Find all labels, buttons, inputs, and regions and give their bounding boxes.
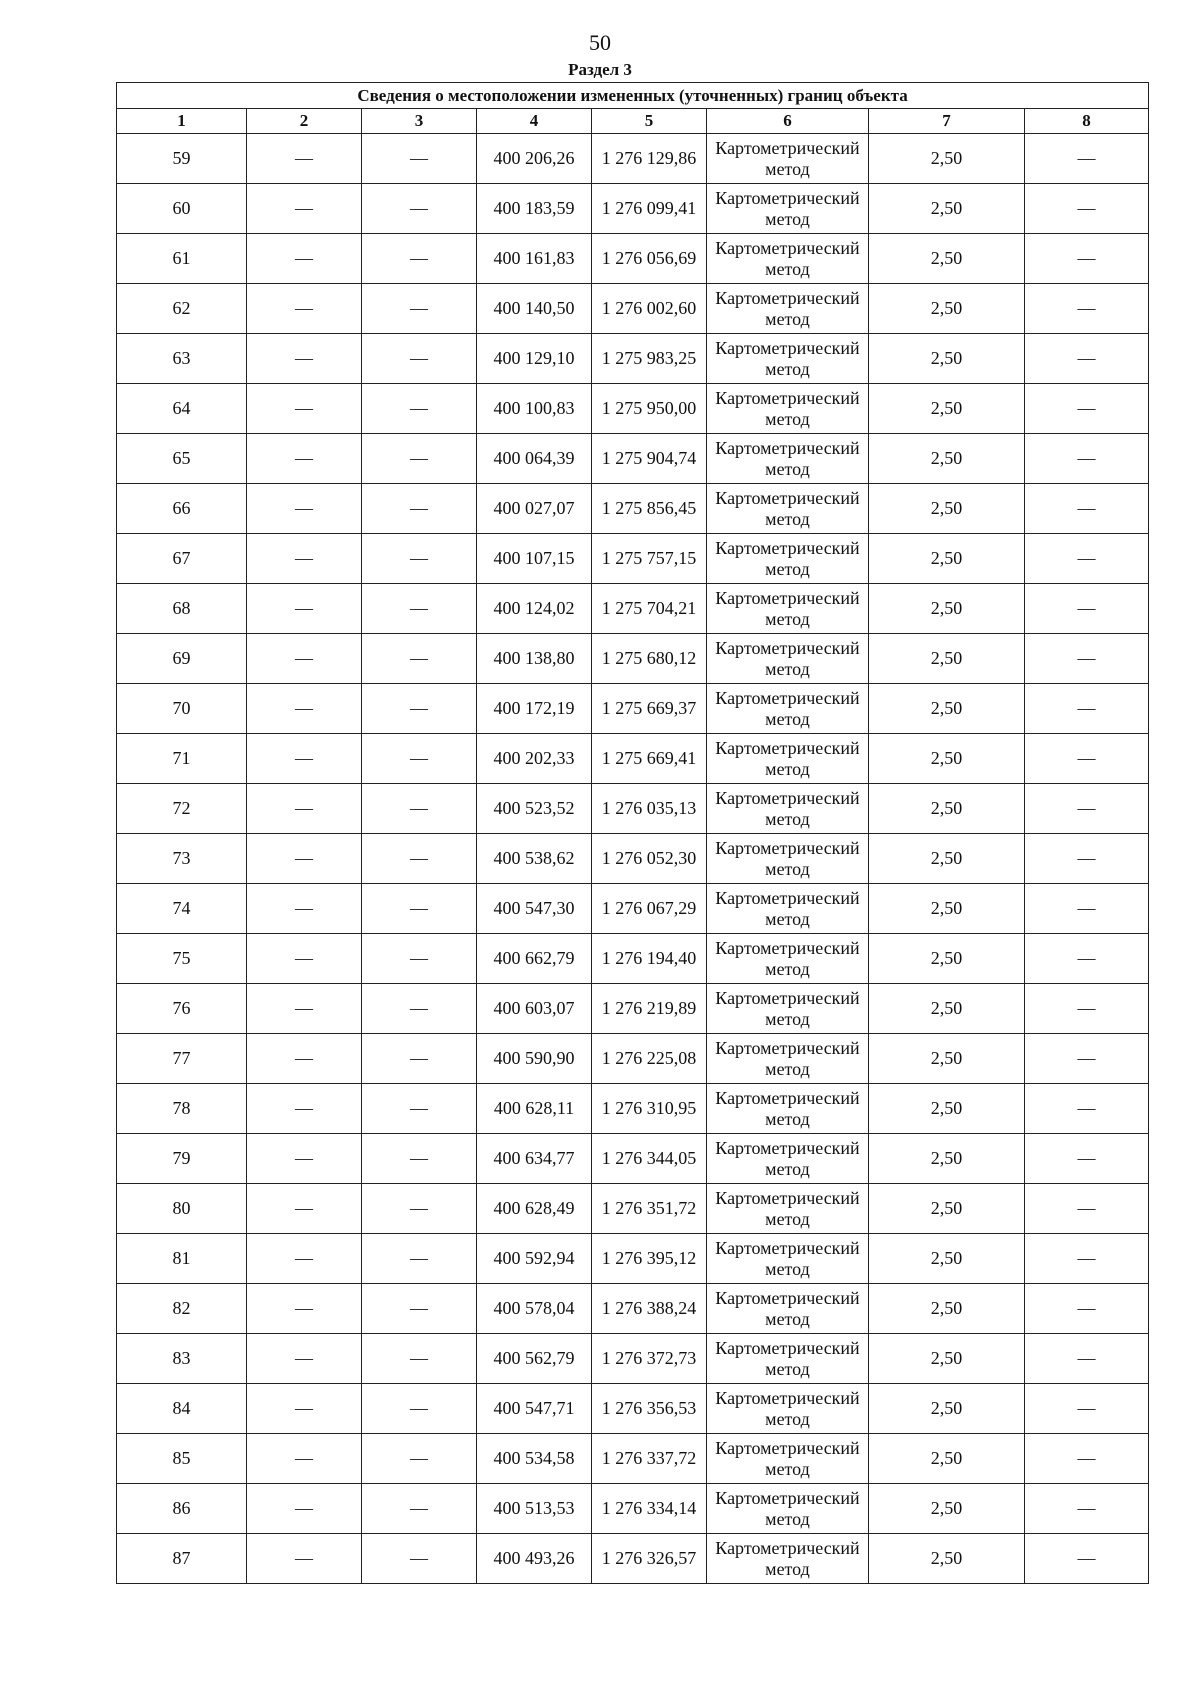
accuracy-cell: 2,50 bbox=[869, 434, 1025, 484]
x-coordinate-cell: 400 493,26 bbox=[477, 1534, 592, 1584]
column2-cell: — bbox=[247, 1334, 362, 1384]
column3-cell: — bbox=[362, 1534, 477, 1584]
x-coordinate-cell: 400 592,94 bbox=[477, 1234, 592, 1284]
column-number-6: 6 bbox=[707, 109, 869, 134]
column8-cell: — bbox=[1025, 284, 1149, 334]
column-number-8: 8 bbox=[1025, 109, 1149, 134]
column2-cell: — bbox=[247, 584, 362, 634]
column8-cell: — bbox=[1025, 534, 1149, 584]
accuracy-cell: 2,50 bbox=[869, 1334, 1025, 1384]
column2-cell: — bbox=[247, 1534, 362, 1584]
column2-cell: — bbox=[247, 434, 362, 484]
column2-cell: — bbox=[247, 1084, 362, 1134]
y-coordinate-cell: 1 276 337,72 bbox=[592, 1434, 707, 1484]
table-row bbox=[117, 234, 1149, 284]
x-coordinate-cell: 400 513,53 bbox=[477, 1484, 592, 1534]
column-number-4: 4 bbox=[477, 109, 592, 134]
accuracy-cell: 2,50 bbox=[869, 784, 1025, 834]
method-cell: Картометрический метод bbox=[707, 1334, 869, 1384]
column2-cell: — bbox=[247, 334, 362, 384]
column2-cell: — bbox=[247, 184, 362, 234]
column8-cell: — bbox=[1025, 684, 1149, 734]
column3-cell: — bbox=[362, 1284, 477, 1334]
x-coordinate-cell: 400 523,52 bbox=[477, 784, 592, 834]
y-coordinate-cell: 1 275 757,15 bbox=[592, 534, 707, 584]
column2-cell: — bbox=[247, 1184, 362, 1234]
x-coordinate-cell: 400 662,79 bbox=[477, 934, 592, 984]
point-number-cell: 87 bbox=[117, 1534, 247, 1584]
column3-cell: — bbox=[362, 784, 477, 834]
column2-cell: — bbox=[247, 934, 362, 984]
y-coordinate-cell: 1 276 194,40 bbox=[592, 934, 707, 984]
column2-cell: — bbox=[247, 1484, 362, 1534]
column-number-7: 7 bbox=[869, 109, 1025, 134]
x-coordinate-cell: 400 634,77 bbox=[477, 1134, 592, 1184]
table-row bbox=[117, 134, 1149, 184]
column8-cell: — bbox=[1025, 834, 1149, 884]
section-title: Раздел 3 bbox=[568, 60, 632, 79]
column2-cell: — bbox=[247, 1284, 362, 1334]
x-coordinate-cell: 400 547,71 bbox=[477, 1384, 592, 1434]
column2-cell: — bbox=[247, 384, 362, 434]
x-coordinate-cell: 400 628,11 bbox=[477, 1084, 592, 1134]
column-number-2: 2 bbox=[247, 109, 362, 134]
column8-cell: — bbox=[1025, 1034, 1149, 1084]
x-coordinate-cell: 400 107,15 bbox=[477, 534, 592, 584]
method-cell: Картометрический метод bbox=[707, 1284, 869, 1334]
accuracy-cell: 2,50 bbox=[869, 1434, 1025, 1484]
table-row bbox=[117, 484, 1149, 534]
y-coordinate-cell: 1 276 225,08 bbox=[592, 1034, 707, 1084]
method-cell: Картометрический метод bbox=[707, 1084, 869, 1134]
table-row bbox=[117, 1184, 1149, 1234]
column-number-3: 3 bbox=[362, 109, 477, 134]
column8-cell: — bbox=[1025, 884, 1149, 934]
y-coordinate-cell: 1 276 310,95 bbox=[592, 1084, 707, 1134]
y-coordinate-cell: 1 276 035,13 bbox=[592, 784, 707, 834]
point-number-cell: 83 bbox=[117, 1334, 247, 1384]
column3-cell: — bbox=[362, 734, 477, 784]
method-cell: Картометрический метод bbox=[707, 234, 869, 284]
y-coordinate-cell: 1 276 356,53 bbox=[592, 1384, 707, 1434]
table-row bbox=[117, 1084, 1149, 1134]
column8-cell: — bbox=[1025, 1234, 1149, 1284]
x-coordinate-cell: 400 206,26 bbox=[477, 134, 592, 184]
column8-cell: — bbox=[1025, 134, 1149, 184]
table-row bbox=[117, 284, 1149, 334]
point-number-cell: 85 bbox=[117, 1434, 247, 1484]
column2-cell: — bbox=[247, 684, 362, 734]
table-row bbox=[117, 1434, 1149, 1484]
accuracy-cell: 2,50 bbox=[869, 884, 1025, 934]
y-coordinate-cell: 1 275 680,12 bbox=[592, 634, 707, 684]
x-coordinate-cell: 400 628,49 bbox=[477, 1184, 592, 1234]
accuracy-cell: 2,50 bbox=[869, 534, 1025, 584]
column8-cell: — bbox=[1025, 734, 1149, 784]
point-number-cell: 71 bbox=[117, 734, 247, 784]
method-cell: Картометрический метод bbox=[707, 484, 869, 534]
accuracy-cell: 2,50 bbox=[869, 1484, 1025, 1534]
method-cell: Картометрический метод bbox=[707, 634, 869, 684]
method-cell: Картометрический метод bbox=[707, 1534, 869, 1584]
y-coordinate-cell: 1 276 052,30 bbox=[592, 834, 707, 884]
column3-cell: — bbox=[362, 334, 477, 384]
coordinates-table bbox=[116, 82, 1149, 1584]
x-coordinate-cell: 400 562,79 bbox=[477, 1334, 592, 1384]
column8-cell: — bbox=[1025, 1484, 1149, 1534]
point-number-cell: 66 bbox=[117, 484, 247, 534]
column8-cell: — bbox=[1025, 984, 1149, 1034]
method-cell: Картометрический метод bbox=[707, 384, 869, 434]
y-coordinate-cell: 1 276 372,73 bbox=[592, 1334, 707, 1384]
column8-cell: — bbox=[1025, 334, 1149, 384]
point-number-cell: 68 bbox=[117, 584, 247, 634]
column3-cell: — bbox=[362, 1334, 477, 1384]
table-row bbox=[117, 934, 1149, 984]
x-coordinate-cell: 400 172,19 bbox=[477, 684, 592, 734]
y-coordinate-cell: 1 276 056,69 bbox=[592, 234, 707, 284]
y-coordinate-cell: 1 276 395,12 bbox=[592, 1234, 707, 1284]
y-coordinate-cell: 1 275 669,37 bbox=[592, 684, 707, 734]
point-number-cell: 72 bbox=[117, 784, 247, 834]
accuracy-cell: 2,50 bbox=[869, 1084, 1025, 1134]
column8-cell: — bbox=[1025, 634, 1149, 684]
table-row bbox=[117, 434, 1149, 484]
point-number-cell: 74 bbox=[117, 884, 247, 934]
column8-cell: — bbox=[1025, 234, 1149, 284]
column3-cell: — bbox=[362, 1034, 477, 1084]
x-coordinate-cell: 400 547,30 bbox=[477, 884, 592, 934]
method-cell: Картометрический метод bbox=[707, 884, 869, 934]
column3-cell: — bbox=[362, 534, 477, 584]
x-coordinate-cell: 400 202,33 bbox=[477, 734, 592, 784]
table-row bbox=[117, 184, 1149, 234]
accuracy-cell: 2,50 bbox=[869, 1234, 1025, 1284]
column8-cell: — bbox=[1025, 1334, 1149, 1384]
column3-cell: — bbox=[362, 984, 477, 1034]
column8-cell: — bbox=[1025, 1134, 1149, 1184]
column2-cell: — bbox=[247, 284, 362, 334]
accuracy-cell: 2,50 bbox=[869, 1184, 1025, 1234]
column2-cell: — bbox=[247, 634, 362, 684]
x-coordinate-cell: 400 161,83 bbox=[477, 234, 592, 284]
point-number-cell: 61 bbox=[117, 234, 247, 284]
y-coordinate-cell: 1 275 950,00 bbox=[592, 384, 707, 434]
column2-cell: — bbox=[247, 234, 362, 284]
column8-cell: — bbox=[1025, 1184, 1149, 1234]
x-coordinate-cell: 400 138,80 bbox=[477, 634, 592, 684]
column3-cell: — bbox=[362, 684, 477, 734]
y-coordinate-cell: 1 276 344,05 bbox=[592, 1134, 707, 1184]
column8-cell: — bbox=[1025, 1534, 1149, 1584]
method-cell: Картометрический метод bbox=[707, 1384, 869, 1434]
x-coordinate-cell: 400 603,07 bbox=[477, 984, 592, 1034]
column3-cell: — bbox=[362, 834, 477, 884]
method-cell: Картометрический метод bbox=[707, 334, 869, 384]
table-row bbox=[117, 984, 1149, 1034]
column3-cell: — bbox=[362, 434, 477, 484]
point-number-cell: 67 bbox=[117, 534, 247, 584]
column3-cell: — bbox=[362, 884, 477, 934]
point-number-cell: 70 bbox=[117, 684, 247, 734]
y-coordinate-cell: 1 276 002,60 bbox=[592, 284, 707, 334]
column2-cell: — bbox=[247, 1034, 362, 1084]
column2-cell: — bbox=[247, 1434, 362, 1484]
x-coordinate-cell: 400 064,39 bbox=[477, 434, 592, 484]
y-coordinate-cell: 1 276 326,57 bbox=[592, 1534, 707, 1584]
method-cell: Картометрический метод bbox=[707, 1184, 869, 1234]
accuracy-cell: 2,50 bbox=[869, 1034, 1025, 1084]
point-number-cell: 86 bbox=[117, 1484, 247, 1534]
column3-cell: — bbox=[362, 184, 477, 234]
column3-cell: — bbox=[362, 1434, 477, 1484]
accuracy-cell: 2,50 bbox=[869, 234, 1025, 284]
point-number-cell: 75 bbox=[117, 934, 247, 984]
point-number-cell: 77 bbox=[117, 1034, 247, 1084]
table-body bbox=[117, 134, 1149, 1584]
point-number-cell: 78 bbox=[117, 1084, 247, 1134]
column8-cell: — bbox=[1025, 584, 1149, 634]
x-coordinate-cell: 400 578,04 bbox=[477, 1284, 592, 1334]
point-number-cell: 69 bbox=[117, 634, 247, 684]
x-coordinate-cell: 400 534,58 bbox=[477, 1434, 592, 1484]
column2-cell: — bbox=[247, 484, 362, 534]
column8-cell: — bbox=[1025, 1434, 1149, 1484]
point-number-cell: 76 bbox=[117, 984, 247, 1034]
column-number-1: 1 bbox=[117, 109, 247, 134]
column3-cell: — bbox=[362, 484, 477, 534]
table-row bbox=[117, 734, 1149, 784]
x-coordinate-cell: 400 140,50 bbox=[477, 284, 592, 334]
method-cell: Картометрический метод bbox=[707, 984, 869, 1034]
x-coordinate-cell: 400 027,07 bbox=[477, 484, 592, 534]
table-row bbox=[117, 1234, 1149, 1284]
method-cell: Картометрический метод bbox=[707, 1034, 869, 1084]
table-row bbox=[117, 684, 1149, 734]
y-coordinate-cell: 1 275 856,45 bbox=[592, 484, 707, 534]
y-coordinate-cell: 1 276 129,86 bbox=[592, 134, 707, 184]
table-row bbox=[117, 1534, 1149, 1584]
column3-cell: — bbox=[362, 1234, 477, 1284]
method-cell: Картометрический метод bbox=[707, 934, 869, 984]
x-coordinate-cell: 400 100,83 bbox=[477, 384, 592, 434]
table-row bbox=[117, 634, 1149, 684]
x-coordinate-cell: 400 124,02 bbox=[477, 584, 592, 634]
point-number-cell: 62 bbox=[117, 284, 247, 334]
method-cell: Картометрический метод bbox=[707, 1484, 869, 1534]
y-coordinate-cell: 1 276 067,29 bbox=[592, 884, 707, 934]
table-row bbox=[117, 1334, 1149, 1384]
y-coordinate-cell: 1 276 219,89 bbox=[592, 984, 707, 1034]
column8-cell: — bbox=[1025, 384, 1149, 434]
column2-cell: — bbox=[247, 534, 362, 584]
table-row bbox=[117, 384, 1149, 434]
accuracy-cell: 2,50 bbox=[869, 734, 1025, 784]
column3-cell: — bbox=[362, 584, 477, 634]
y-coordinate-cell: 1 276 388,24 bbox=[592, 1284, 707, 1334]
column2-cell: — bbox=[247, 884, 362, 934]
point-number-cell: 65 bbox=[117, 434, 247, 484]
accuracy-cell: 2,50 bbox=[869, 634, 1025, 684]
column2-cell: — bbox=[247, 134, 362, 184]
y-coordinate-cell: 1 275 669,41 bbox=[592, 734, 707, 784]
column3-cell: — bbox=[362, 1134, 477, 1184]
accuracy-cell: 2,50 bbox=[869, 984, 1025, 1034]
method-cell: Картометрический метод bbox=[707, 284, 869, 334]
accuracy-cell: 2,50 bbox=[869, 1384, 1025, 1434]
point-number-cell: 60 bbox=[117, 184, 247, 234]
column3-cell: — bbox=[362, 1084, 477, 1134]
accuracy-cell: 2,50 bbox=[869, 1534, 1025, 1584]
column2-cell: — bbox=[247, 1384, 362, 1434]
column2-cell: — bbox=[247, 834, 362, 884]
accuracy-cell: 2,50 bbox=[869, 184, 1025, 234]
column2-cell: — bbox=[247, 1234, 362, 1284]
method-cell: Картометрический метод bbox=[707, 734, 869, 784]
y-coordinate-cell: 1 275 704,21 bbox=[592, 584, 707, 634]
table-row bbox=[117, 1384, 1149, 1434]
column-number-row bbox=[117, 109, 1149, 134]
column2-cell: — bbox=[247, 784, 362, 834]
point-number-cell: 59 bbox=[117, 134, 247, 184]
method-cell: Картометрический метод bbox=[707, 834, 869, 884]
column2-cell: — bbox=[247, 734, 362, 784]
table-row bbox=[117, 834, 1149, 884]
x-coordinate-cell: 400 590,90 bbox=[477, 1034, 592, 1084]
method-cell: Картометрический метод bbox=[707, 584, 869, 634]
point-number-cell: 81 bbox=[117, 1234, 247, 1284]
accuracy-cell: 2,50 bbox=[869, 1134, 1025, 1184]
method-cell: Картометрический метод bbox=[707, 1434, 869, 1484]
column3-cell: — bbox=[362, 1484, 477, 1534]
point-number-cell: 63 bbox=[117, 334, 247, 384]
table-row bbox=[117, 1034, 1149, 1084]
point-number-cell: 80 bbox=[117, 1184, 247, 1234]
y-coordinate-cell: 1 275 983,25 bbox=[592, 334, 707, 384]
method-cell: Картометрический метод bbox=[707, 784, 869, 834]
accuracy-cell: 2,50 bbox=[869, 684, 1025, 734]
column3-cell: — bbox=[362, 384, 477, 434]
x-coordinate-cell: 400 183,59 bbox=[477, 184, 592, 234]
column3-cell: — bbox=[362, 934, 477, 984]
method-cell: Картометрический метод bbox=[707, 534, 869, 584]
method-cell: Картометрический метод bbox=[707, 1134, 869, 1184]
accuracy-cell: 2,50 bbox=[869, 334, 1025, 384]
accuracy-cell: 2,50 bbox=[869, 134, 1025, 184]
method-cell: Картометрический метод bbox=[707, 434, 869, 484]
table-caption: Сведения о местоположении измененных (уточненных) границ объекта bbox=[117, 83, 1149, 109]
point-number-cell: 73 bbox=[117, 834, 247, 884]
accuracy-cell: 2,50 bbox=[869, 584, 1025, 634]
table-row bbox=[117, 334, 1149, 384]
column8-cell: — bbox=[1025, 784, 1149, 834]
y-coordinate-cell: 1 275 904,74 bbox=[592, 434, 707, 484]
page-number: 50 bbox=[589, 30, 611, 55]
table-row bbox=[117, 784, 1149, 834]
accuracy-cell: 2,50 bbox=[869, 384, 1025, 434]
column8-cell: — bbox=[1025, 1084, 1149, 1134]
column8-cell: — bbox=[1025, 184, 1149, 234]
column8-cell: — bbox=[1025, 484, 1149, 534]
table-row bbox=[117, 534, 1149, 584]
point-number-cell: 79 bbox=[117, 1134, 247, 1184]
column3-cell: — bbox=[362, 1184, 477, 1234]
column8-cell: — bbox=[1025, 434, 1149, 484]
column8-cell: — bbox=[1025, 1384, 1149, 1434]
table-row bbox=[117, 1134, 1149, 1184]
x-coordinate-cell: 400 129,10 bbox=[477, 334, 592, 384]
accuracy-cell: 2,50 bbox=[869, 1284, 1025, 1334]
column3-cell: — bbox=[362, 634, 477, 684]
column3-cell: — bbox=[362, 284, 477, 334]
column8-cell: — bbox=[1025, 934, 1149, 984]
accuracy-cell: 2,50 bbox=[869, 484, 1025, 534]
point-number-cell: 82 bbox=[117, 1284, 247, 1334]
method-cell: Картометрический метод bbox=[707, 134, 869, 184]
column3-cell: — bbox=[362, 234, 477, 284]
accuracy-cell: 2,50 bbox=[869, 284, 1025, 334]
accuracy-cell: 2,50 bbox=[869, 934, 1025, 984]
method-cell: Картометрический метод bbox=[707, 184, 869, 234]
column-number-5: 5 bbox=[592, 109, 707, 134]
x-coordinate-cell: 400 538,62 bbox=[477, 834, 592, 884]
accuracy-cell: 2,50 bbox=[869, 834, 1025, 884]
column3-cell: — bbox=[362, 134, 477, 184]
table-row bbox=[117, 1484, 1149, 1534]
column3-cell: — bbox=[362, 1384, 477, 1434]
table-row bbox=[117, 884, 1149, 934]
table-row bbox=[117, 1284, 1149, 1334]
y-coordinate-cell: 1 276 334,14 bbox=[592, 1484, 707, 1534]
column8-cell: — bbox=[1025, 1284, 1149, 1334]
y-coordinate-cell: 1 276 351,72 bbox=[592, 1184, 707, 1234]
point-number-cell: 64 bbox=[117, 384, 247, 434]
method-cell: Картометрический метод bbox=[707, 1234, 869, 1284]
table-row bbox=[117, 584, 1149, 634]
point-number-cell: 84 bbox=[117, 1384, 247, 1434]
column2-cell: — bbox=[247, 1134, 362, 1184]
y-coordinate-cell: 1 276 099,41 bbox=[592, 184, 707, 234]
method-cell: Картометрический метод bbox=[707, 684, 869, 734]
column2-cell: — bbox=[247, 984, 362, 1034]
